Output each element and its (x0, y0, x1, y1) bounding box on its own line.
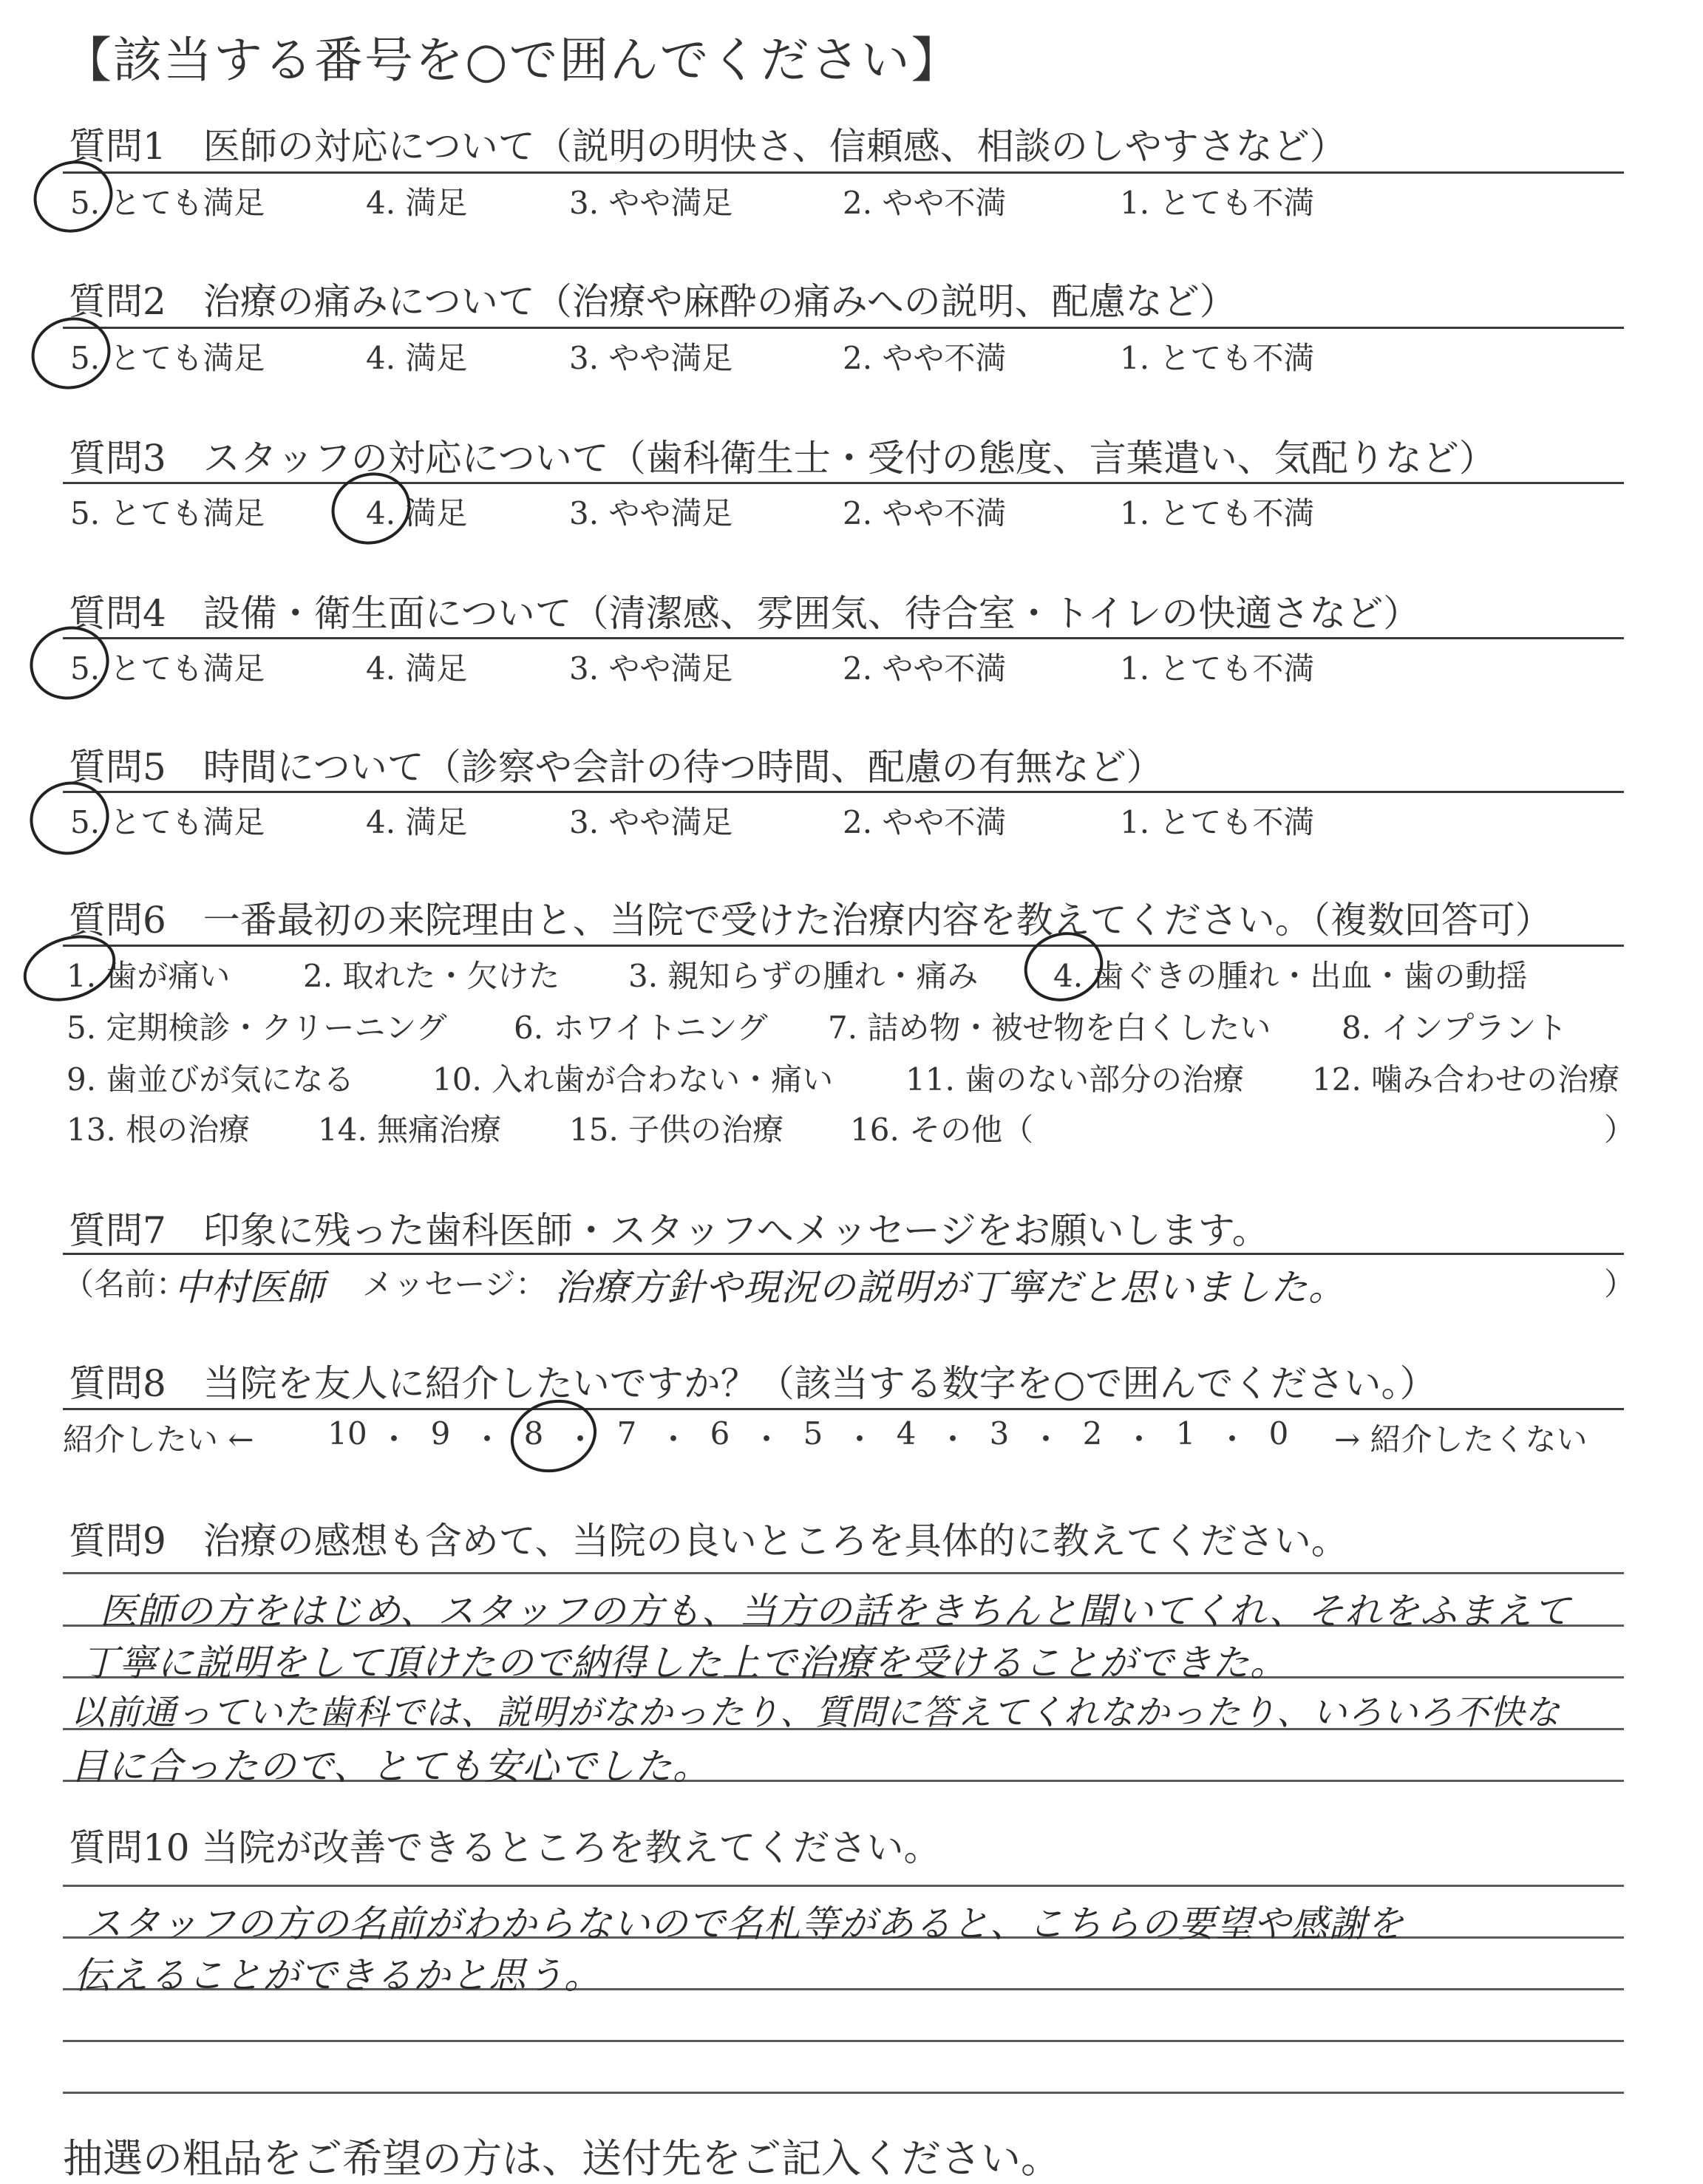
q8-scale-value[interactable]: 9 (430, 1415, 451, 1452)
question-3-title: 質問3 スタッフの対応について（歯科衛生士・受付の態度、言葉遣い、気配りなど） (69, 437, 1496, 480)
question-7-rule (63, 1253, 1624, 1255)
q7-message-value[interactable]: 治療方針や現況の説明が丁寧だと思いました。 (554, 1266, 1346, 1309)
q10-answer-line[interactable]: スタッフの方の名前がわからないので名札等があると、こちらの要望や感謝を (85, 1902, 1404, 1945)
q8-scale-dot: ・ (843, 1421, 875, 1457)
q6-option-1[interactable]: 1. 歯が痛い (67, 958, 231, 994)
q4-option-4[interactable]: 4. 満足 (366, 650, 468, 687)
q8-scale-dot: ・ (1216, 1421, 1248, 1457)
q1-option-5[interactable]: 5. とても満足 (70, 185, 265, 221)
q8-right-label: → 紹介したくない (1334, 1421, 1588, 1457)
q6-option-11[interactable]: 11. 歯のない部分の治療 (905, 1061, 1245, 1098)
q8-scale-value[interactable]: 7 (616, 1415, 637, 1452)
q3-option-3[interactable]: 3. やや満足 (569, 495, 733, 531)
q8-scale-dot: ・ (657, 1421, 689, 1457)
q8-scale-dot: ・ (564, 1421, 596, 1457)
q6-option-6[interactable]: 6. ホワイトニング (514, 1010, 768, 1046)
question-8-title: 質問8 当院を友人に紹介したいですか？（該当する数字を○で囲んでください。） (69, 1362, 1437, 1405)
q8-scale-dot: ・ (750, 1421, 782, 1457)
q7-name-label: （名前： (63, 1266, 188, 1302)
q2-option-5[interactable]: 5. とても満足 (70, 340, 265, 376)
q3-option-1[interactable]: 1. とても不満 (1120, 495, 1315, 531)
question-10-title: 質問10 当院が改善できるところを教えてください。 (69, 1826, 941, 1869)
question-3-rule (63, 482, 1624, 484)
q1-option-4[interactable]: 4. 満足 (366, 185, 468, 221)
q6-option-9[interactable]: 9. 歯並びが気になる (67, 1061, 355, 1098)
q6-option-13[interactable]: 13. 根の治療 (67, 1112, 251, 1148)
question-5-rule (63, 791, 1624, 793)
q1-option-2[interactable]: 2. やや不満 (843, 185, 1007, 221)
q9-answer-line[interactable]: 目に合ったので、とても安心でした。 (70, 1745, 710, 1788)
q9-answer-line[interactable]: 以前通っていた歯科では、説明がなかったり、質問に答えてくれなかったり、いろいろ不快な (70, 1693, 1560, 1733)
q6-option-2[interactable]: 2. 取れた・欠けた (303, 958, 560, 994)
q7-message-label: メッセージ： (362, 1266, 547, 1302)
q2-option-4[interactable]: 4. 満足 (366, 340, 468, 376)
q1-option-1[interactable]: 1. とても不満 (1120, 185, 1315, 221)
question-4-rule (63, 637, 1624, 639)
q8-scale-value[interactable]: 2 (1082, 1415, 1103, 1452)
q7-name-value[interactable]: 中村医師 (174, 1266, 324, 1309)
q5-option-5[interactable]: 5. とても満足 (70, 804, 265, 840)
q6-option-5[interactable]: 5. 定期検診・クリーニング (67, 1010, 447, 1046)
question-1-rule (63, 171, 1624, 174)
q9-answer-line[interactable]: 丁寧に説明をして頂けたので納得した上で治療を受けることができた。 (81, 1642, 1288, 1684)
q5-option-1[interactable]: 1. とても不満 (1120, 804, 1315, 840)
question-6-title: 質問6 一番最初の来院理由と、当院で受けた治療内容を教えてください。（複数回答可） (69, 899, 1552, 942)
q8-scale-value[interactable]: 8 (523, 1415, 544, 1452)
q8-scale-dot: ・ (471, 1421, 503, 1457)
question-8-rule (63, 1408, 1624, 1410)
question-6-rule (63, 945, 1624, 947)
q3-option-4[interactable]: 4. 満足 (366, 495, 468, 531)
q6-option-15[interactable]: 15. 子供の治療 (569, 1112, 784, 1148)
question-2-rule (63, 327, 1624, 329)
q10-line-1 (63, 1885, 1624, 1887)
q4-option-1[interactable]: 1. とても不満 (1120, 650, 1315, 687)
q8-scale-dot: ・ (1123, 1421, 1155, 1457)
q6-option-8[interactable]: 8. インプラント (1342, 1010, 1568, 1046)
q3-option-5[interactable]: 5. とても満足 (70, 495, 265, 531)
q2-option-2[interactable]: 2. やや不満 (843, 340, 1007, 376)
q6-option-4[interactable]: 4. 歯ぐきの腫れ・出血・歯の動揺 (1053, 958, 1528, 994)
q8-scale-dot: ・ (1030, 1421, 1061, 1457)
question-4-title: 質問4 設備・衛生面について（清潔感、雰囲気、待合室・トイレの快適さなど） (69, 592, 1421, 635)
page-heading: 【該当する番号を○で囲んでください】 (63, 32, 962, 89)
q2-option-1[interactable]: 1. とても不満 (1120, 340, 1315, 376)
q8-scale-value[interactable]: 4 (896, 1415, 917, 1452)
q8-scale-value[interactable]: 3 (989, 1415, 1010, 1452)
q8-scale-value[interactable]: 6 (710, 1415, 730, 1452)
q1-option-3[interactable]: 3. やや満足 (569, 185, 733, 221)
q8-scale-dot: ・ (378, 1421, 409, 1457)
q6-option-10[interactable]: 10. 入れ歯が合わない・痛い (432, 1061, 834, 1098)
q8-scale-dot: ・ (937, 1421, 968, 1457)
q8-scale-value[interactable]: 1 (1175, 1415, 1196, 1452)
question-1-title: 質問1 医師の対応について（説明の明快さ、信頼感、相談のしやすさなど） (69, 125, 1347, 168)
q9-answer-line[interactable]: 医師の方をはじめ、スタッフの方も、当方の話をきちんと聞いてくれ、それをふまえて (100, 1590, 1571, 1633)
q4-option-2[interactable]: 2. やや不満 (843, 650, 1007, 687)
q8-scale-value[interactable]: 10 (327, 1415, 367, 1452)
q5-option-3[interactable]: 3. やや満足 (569, 804, 733, 840)
q6-option-7[interactable]: 7. 詰め物・被せ物を白くしたい (828, 1010, 1271, 1046)
question-5-title: 質問5 時間について（診察や会計の待つ時間、配慮の有無など） (69, 746, 1163, 789)
q8-left-label: 紹介したい ← (63, 1421, 254, 1457)
q7-close-paren: ） (1604, 1266, 1636, 1302)
q9-line-1 (63, 1572, 1624, 1574)
q6-option-16-close: ） (1604, 1112, 1636, 1148)
question-7-title: 質問7 印象に残った歯科医師・スタッフへメッセージをお願いします。 (69, 1209, 1269, 1252)
question-9-title: 質問9 治療の感想も含めて、当院の良いところを具体的に教えてください。 (69, 1520, 1348, 1562)
q5-option-4[interactable]: 4. 満足 (366, 804, 468, 840)
q4-option-3[interactable]: 3. やや満足 (569, 650, 733, 687)
q10-line-4 (63, 2040, 1624, 2042)
footer-cut-text: 抽選の粗品をご希望の方は、送付先をご記入ください。 (63, 2135, 1061, 2182)
q3-option-2[interactable]: 2. やや不満 (843, 495, 1007, 531)
q6-option-3[interactable]: 3. 親知らずの腫れ・痛み (628, 958, 979, 994)
q8-scale-value[interactable]: 5 (803, 1415, 823, 1452)
question-2-title: 質問2 治療の痛みについて（治療や麻酔の痛みへの説明、配慮など） (69, 280, 1237, 323)
q8-scale-value[interactable]: 0 (1268, 1415, 1289, 1452)
q6-option-14[interactable]: 14. 無痛治療 (318, 1112, 502, 1148)
q6-option-12[interactable]: 12. 噛み合わせの治療 (1312, 1061, 1620, 1098)
q5-option-2[interactable]: 2. やや不満 (843, 804, 1007, 840)
q6-option-16[interactable]: 16. その他（ (850, 1112, 1034, 1148)
q2-option-3[interactable]: 3. やや満足 (569, 340, 733, 376)
q4-option-5[interactable]: 5. とても満足 (70, 650, 265, 687)
q10-answer-line[interactable]: 伝えることができるかと思う。 (74, 1954, 602, 1997)
q10-line-5 (63, 2092, 1624, 2094)
